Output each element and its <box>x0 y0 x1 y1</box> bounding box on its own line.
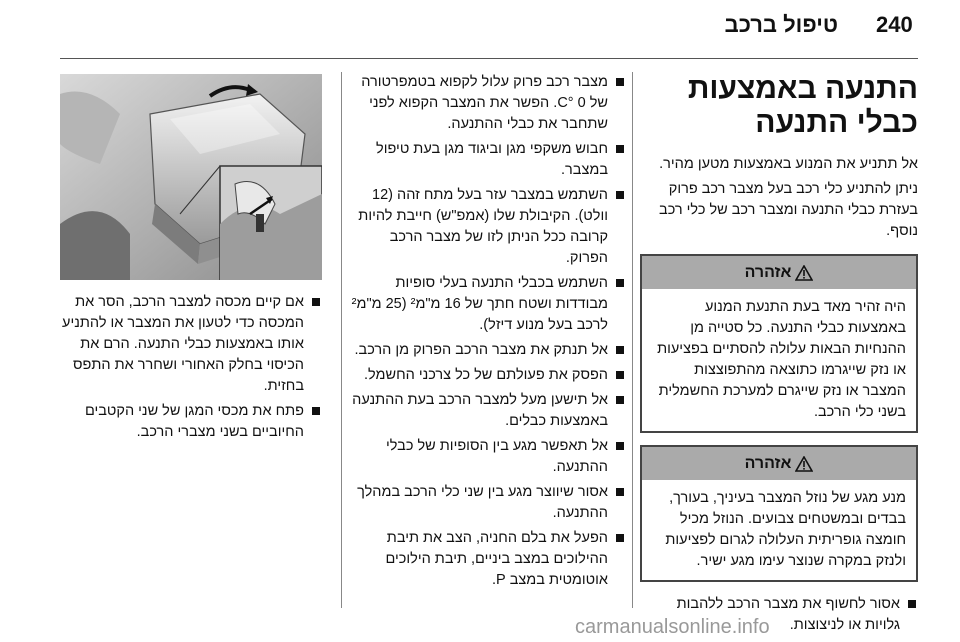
warning-text-2: מנע מגע של נוזל המצבר בעיניך, בעורך, בבדים ובמשטחים צבועים. הנוזל מכיל חומצה גופריתית העלולה לגרום לפציעות ולנזק במקרה שנוצר עימו מגע ישיר. <box>665 490 906 569</box>
middle-bullet-list <box>350 72 626 591</box>
list-item: אל תנתק את מצבר הרכב הפרוק מן הרכב. <box>350 340 626 361</box>
warning-heading-2: אזהרה <box>744 455 792 472</box>
list-item: הפעל את בלם החניה, הצב את תיבת ההילוכים במצב ביניים, תיבת הילוכים אוטומטית במצב P. <box>350 528 626 591</box>
list-item: אל תישען מעל למצבר הרכב בעת ההתנעה באמצעות כבלים. <box>350 390 626 432</box>
intro-paragraph-1: אל תתניע את המנוע באמצעות מטען מהיר. <box>659 156 918 172</box>
warning-triangle-icon <box>795 456 813 472</box>
column-divider-left <box>341 72 342 608</box>
section-title: התנעה באמצעות כבלי התנעה <box>687 72 918 139</box>
middle-column <box>350 72 626 595</box>
page-number: 240 <box>876 12 913 37</box>
list-item: השתמש בכבלי התנעה בעלי סופיות מבודדות ושטח חתך של 16 מ"מ² (25 מ"מ² לרכב בעל מנוע דיזל). <box>350 273 626 336</box>
warning-heading-1: אזהרה <box>744 264 792 281</box>
watermark: carmanualsonline.info <box>575 616 770 638</box>
list-item: הפסק את פעולתם של כל צרכני החשמל. <box>350 365 626 386</box>
list-item: פתח את מכסי המגן של שני הקטבים החיוביים בשני מצברי הרכב. <box>60 401 322 443</box>
list-item: חבוש משקפי מגן וביגוד מגן בעת טיפול במצבר. <box>350 139 626 181</box>
warning-text-1: היה זהיר מאד בעת התנעת המנוע באמצעות כבלי התנעה. כל סטייה מן ההנחיות הבאות עלולה להסתיים בפציעות או נזק שייגרמו כתוצאה מהתפוצצות המצבר או נזק שייגרם למערכת החשמלית בשני כלי הרכב. <box>657 299 906 420</box>
list-item: אל תאפשר מגע בין הסופיות של כבלי ההתנעה. <box>350 436 626 478</box>
warning-box-2 <box>640 445 918 582</box>
list-item: השתמש במצבר עזר בעל מתח זהה (12 וולט). הקיבולת שלו (אמפ"ש) חייבת להיות קרובה ככל הניתן לזו של מצבר הרכב הפרוק. <box>350 185 626 269</box>
running-title: טיפול ברכב <box>724 12 838 37</box>
warning-header-1 <box>642 256 916 289</box>
right-column <box>640 72 918 640</box>
header-rule <box>60 58 918 59</box>
list-item: אם קיים מכסה למצבר הרכב, הסר את המכסה כדי לטעון את המצבר או להתניע אותו באמצעות כבלי התנעה. הרם את הכיסוי בחלק האחורי ושחרר את התפס בחזית. <box>60 292 322 397</box>
list-item: מצבר רכב פרוק עלול לקפוא בטמפרטורה של 0 °C. הפשר את המצבר הקפוא לפני שתחבר את כבלי ההתנעה. <box>350 72 626 135</box>
warning-header-2 <box>642 447 916 480</box>
left-bullet-list <box>60 292 322 443</box>
column-divider-right <box>632 72 633 608</box>
list-item: אסור לחשוף את מצבר הרכב ללהבות גלויות או לניצוצות. <box>640 594 918 636</box>
battery-cover-photo <box>60 74 322 280</box>
warning-triangle-icon <box>795 265 813 281</box>
warning-box-1 <box>640 254 918 433</box>
left-column <box>60 292 322 447</box>
list-item: אסור שיווצר מגע בין שני כלי הרכב במהלך ההתנעה. <box>350 482 626 524</box>
intro-paragraph-2: ניתן להתניע כלי רכב בעל מצבר רכב פרוק בעזרת כבלי התנעה ומצבר רכב של כלי רכב נוסף. <box>659 181 918 239</box>
